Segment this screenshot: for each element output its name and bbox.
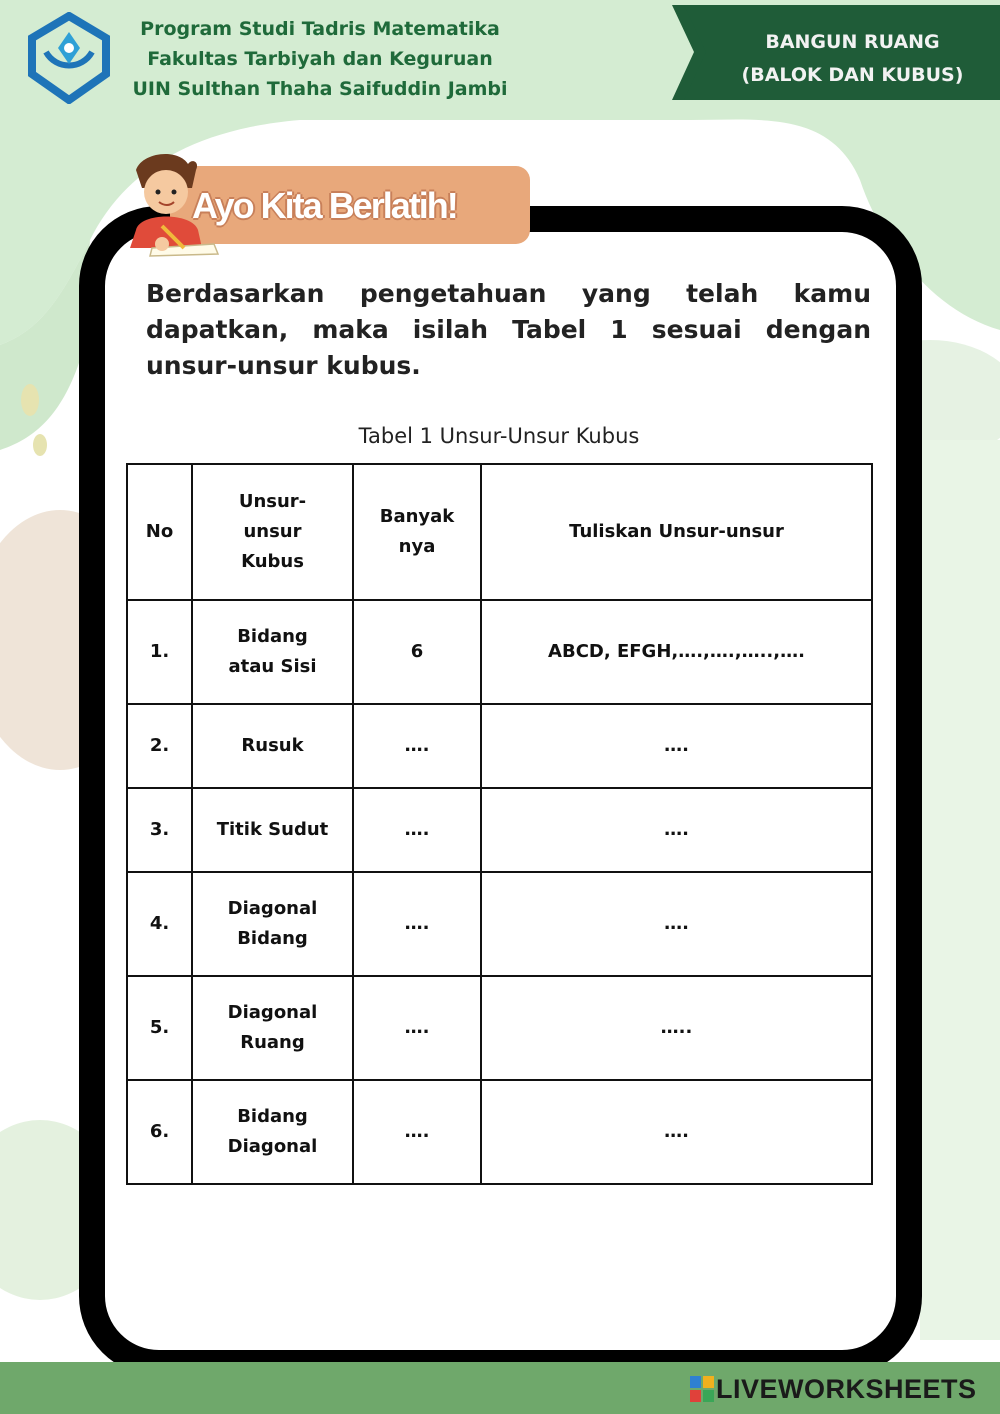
student-writing-illustration bbox=[122, 148, 222, 260]
row-banyak[interactable]: …. bbox=[353, 1080, 481, 1184]
cube-elements-table bbox=[126, 463, 873, 1185]
program-name: Program Studi Tadris Matematika bbox=[140, 18, 500, 40]
row-no: 2. bbox=[127, 704, 192, 788]
row-tuliskan[interactable]: ….. bbox=[481, 976, 872, 1080]
row-unsur: Rusuk bbox=[192, 704, 353, 788]
table-row bbox=[127, 872, 872, 976]
row-no: 3. bbox=[127, 788, 192, 872]
institution-header bbox=[110, 14, 530, 104]
row-tuliskan[interactable]: …. bbox=[481, 1080, 872, 1184]
topic-line-1: BANGUN RUANG bbox=[765, 31, 940, 53]
university-name: UIN Sulthan Thaha Saifuddin Jambi bbox=[132, 78, 508, 100]
table-row bbox=[127, 704, 872, 788]
row-tuliskan[interactable]: …. bbox=[481, 872, 872, 976]
row-unsur: Diagonal Ruang bbox=[192, 976, 353, 1080]
topic-title bbox=[705, 26, 1000, 92]
row-unsur: Titik Sudut bbox=[192, 788, 353, 872]
instruction-text: Berdasarkan pengetahuan yang telah kamu dapatkan, maka isilah Tabel 1 sesuai dengan unsur-unsur kubus. bbox=[146, 279, 871, 380]
row-no: 5. bbox=[127, 976, 192, 1080]
topic-line-2: (BALOK DAN KUBUS) bbox=[741, 64, 964, 86]
row-banyak[interactable]: …. bbox=[353, 704, 481, 788]
row-unsur: Diagonal Bidang bbox=[192, 872, 353, 976]
row-tuliskan[interactable]: …. bbox=[481, 788, 872, 872]
liveworksheets-icon bbox=[690, 1376, 714, 1402]
green-band-right bbox=[920, 440, 1000, 1340]
table-header-row bbox=[127, 464, 872, 600]
table-row bbox=[127, 1080, 872, 1184]
dot-1 bbox=[21, 384, 39, 416]
table-caption: Tabel 1 Unsur-Unsur Kubus bbox=[358, 424, 640, 448]
university-logo-icon bbox=[20, 12, 118, 104]
activity-title: Ayo Kita Berlatih! bbox=[192, 185, 457, 226]
row-tuliskan[interactable]: ABCD, EFGH,….,….,…..,…. bbox=[481, 600, 872, 704]
table-row bbox=[127, 788, 872, 872]
row-no: 1. bbox=[127, 600, 192, 704]
row-banyak[interactable]: 6 bbox=[353, 600, 481, 704]
liveworksheets-logo[interactable] bbox=[690, 1372, 977, 1406]
row-banyak[interactable]: …. bbox=[353, 976, 481, 1080]
dot-2 bbox=[33, 434, 47, 456]
row-tuliskan[interactable]: …. bbox=[481, 704, 872, 788]
row-banyak[interactable]: …. bbox=[353, 872, 481, 976]
header-no: No bbox=[127, 464, 192, 600]
table-row bbox=[127, 600, 872, 704]
faculty-name: Fakultas Tarbiyah dan Keguruan bbox=[147, 48, 493, 70]
header-unsur: Unsur-unsur Kubus bbox=[192, 464, 353, 600]
row-unsur: Bidang Diagonal bbox=[192, 1080, 353, 1184]
table-row bbox=[127, 976, 872, 1080]
row-no: 6. bbox=[127, 1080, 192, 1184]
header-tuliskan: Tuliskan Unsur-unsur bbox=[481, 464, 872, 600]
row-unsur: Bidang atau Sisi bbox=[192, 600, 353, 704]
row-banyak[interactable]: …. bbox=[353, 788, 481, 872]
row-no: 4. bbox=[127, 872, 192, 976]
liveworksheets-label: LIVEWORKSHEETS bbox=[716, 1374, 977, 1404]
header-banyak: Banyak nya bbox=[353, 464, 481, 600]
